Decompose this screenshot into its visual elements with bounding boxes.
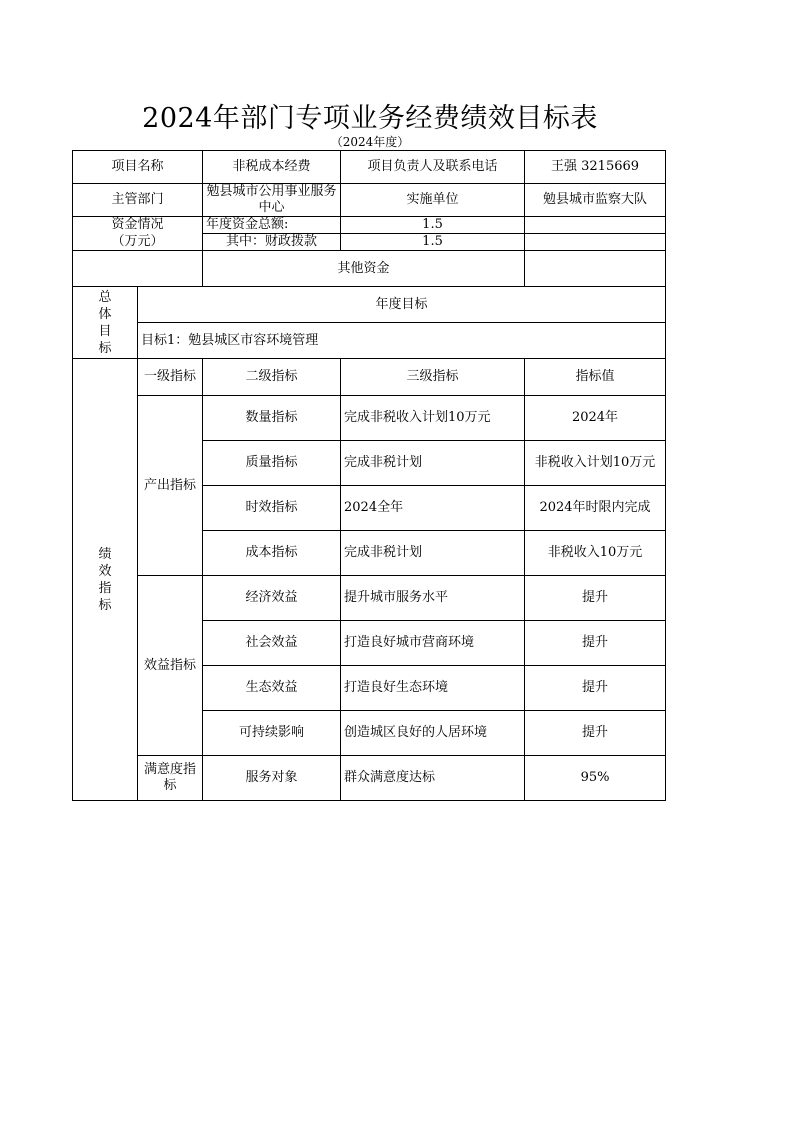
impl-value: 勉县城市监察大队 — [525, 184, 666, 217]
project-name-value: 非税成本经费 — [203, 151, 341, 184]
table-row-value: 提升 — [525, 576, 666, 621]
table-row-level2: 质量指标 — [203, 441, 341, 486]
fund-other-blank — [73, 251, 203, 287]
table-row-level3: 群众满意度达标 — [341, 756, 525, 801]
dept-label: 主管部门 — [73, 184, 203, 217]
table-row-level2: 数量指标 — [203, 396, 341, 441]
table-row-value: 95% — [525, 756, 666, 801]
table-row-level2: 经济效益 — [203, 576, 341, 621]
performance-target-table — [72, 150, 666, 801]
fund-fiscal-extra — [525, 234, 666, 251]
table-row-level3: 完成非税收入计划10万元 — [341, 396, 525, 441]
table-row-value: 提升 — [525, 711, 666, 756]
fund-unit-label: （万元） — [73, 234, 203, 251]
fund-fiscal-label: 其中：财政拨款 — [203, 234, 341, 251]
target-1: 目标1：勉县城区市容环境管理 — [138, 323, 666, 359]
contact-label: 项目负责人及联系电话 — [341, 151, 525, 184]
dept-value: 勉县城市公用事业服务中心 — [203, 184, 341, 217]
table-row-value: 2024年 — [525, 396, 666, 441]
fund-total-label: 年度资金总额: — [203, 217, 341, 234]
table-row-level2: 时效指标 — [203, 486, 341, 531]
table-row-level3: 打造良好城市营商环境 — [341, 621, 525, 666]
table-row-level3: 打造良好生态环境 — [341, 666, 525, 711]
table-row-level2: 生态效益 — [203, 666, 341, 711]
header-level1: 一级指标 — [138, 359, 203, 396]
table-row-level2: 社会效益 — [203, 621, 341, 666]
table-row-value: 2024年时限内完成 — [525, 486, 666, 531]
fund-other-value — [525, 251, 666, 287]
table-row-level3: 创造城区良好的人居环境 — [341, 711, 525, 756]
table-row-level3: 2024全年 — [341, 486, 525, 531]
fund-total-value: 1.5 — [341, 217, 525, 234]
contact-value: 王强 3215669 — [525, 151, 666, 184]
table-row-value: 提升 — [525, 621, 666, 666]
page-subtitle: （2024年度） — [330, 135, 410, 149]
table-row-level3: 完成非税计划 — [341, 531, 525, 576]
page-title: 2024年部门专项业务经费绩效目标表 — [142, 103, 598, 134]
perf-indicator-label: 绩效指标 — [73, 359, 138, 801]
table-row-level2: 服务对象 — [203, 756, 341, 801]
group-satisfaction: 满意度指标 — [138, 756, 203, 801]
header-value: 指标值 — [525, 359, 666, 396]
table-row-level3: 完成非税计划 — [341, 441, 525, 486]
impl-label: 实施单位 — [341, 184, 525, 217]
table-row-value: 提升 — [525, 666, 666, 711]
overall-target-label: 总体目标 — [73, 287, 138, 359]
header-level2: 二级指标 — [203, 359, 341, 396]
project-name-label: 项目名称 — [73, 151, 203, 184]
header-level3: 三级指标 — [341, 359, 525, 396]
fund-total-extra — [525, 217, 666, 234]
fund-other-label: 其他资金 — [203, 251, 525, 287]
group-benefit: 效益指标 — [138, 576, 203, 756]
table-row-level2: 可持续影响 — [203, 711, 341, 756]
group-output: 产出指标 — [138, 396, 203, 576]
table-row-value: 非税收入10万元 — [525, 531, 666, 576]
annual-target-label: 年度目标 — [138, 287, 666, 323]
fund-fiscal-value: 1.5 — [341, 234, 525, 251]
table-row-level3: 提升城市服务水平 — [341, 576, 525, 621]
table-row-level2: 成本指标 — [203, 531, 341, 576]
fund-label: 资金情况 — [73, 217, 203, 234]
table-row-value: 非税收入计划10万元 — [525, 441, 666, 486]
